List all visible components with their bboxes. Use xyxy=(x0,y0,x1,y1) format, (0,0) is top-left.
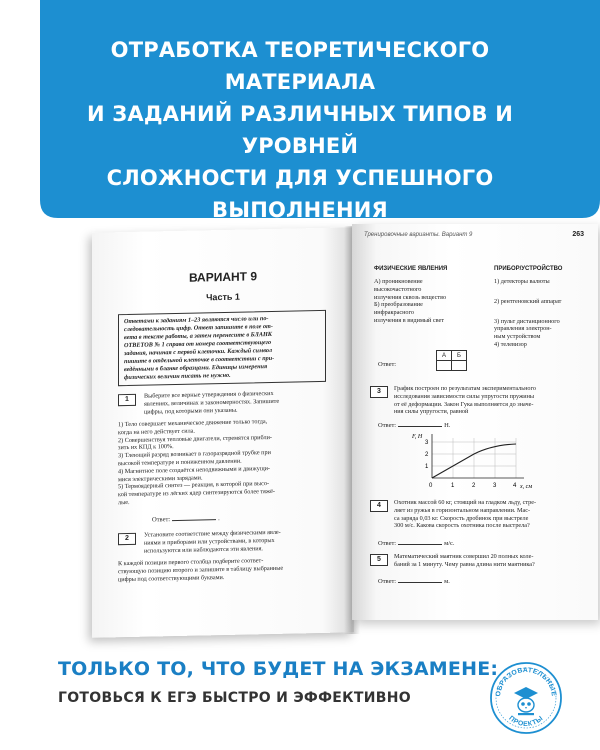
part-label: Часть 1 xyxy=(206,291,240,303)
device-line: 4) телевизор xyxy=(494,340,527,348)
question-4-number: 4 xyxy=(370,500,388,512)
question-1-options xyxy=(118,417,320,507)
answer-line[interactable] xyxy=(398,426,442,427)
q5-line: баний за 1 минуту. Чему равна длина нити маятника? xyxy=(394,560,535,568)
q1-option-line: 4) Магнитное поле создаётся неподвижными и движущи- xyxy=(118,464,270,475)
q3-line: от её деформации. Закон Гука выполняется до значе- xyxy=(394,400,534,408)
q1-option-line: высокой температуре и пониженном давлении. xyxy=(118,457,242,468)
phenomenon-line: инфракрасного xyxy=(374,309,414,317)
q4-line: Охотник массой 60 кг, стоящий на гладком льду, стре- xyxy=(394,499,537,506)
top-banner xyxy=(0,0,600,232)
x-axis-label: x, см xyxy=(520,484,533,490)
phenomenon-line: Б) преобразование xyxy=(374,301,423,309)
answer-line[interactable] xyxy=(172,519,216,521)
q1-option-line: лые. xyxy=(118,498,130,507)
q3-line: исследования зависимости силы упругости пружины xyxy=(394,392,535,400)
question-4-text xyxy=(394,499,584,530)
question-5-text xyxy=(394,553,584,569)
question-1-number: 1 xyxy=(118,394,136,406)
instruction-line: физических величин писать не нужно. xyxy=(124,371,231,382)
q1-line: Выберите все верные утверждения о физических xyxy=(144,389,274,400)
table-letter-a: А xyxy=(437,351,452,361)
q1-option-line: 5) Термоядерный синтез — реакция, в которой при высо- xyxy=(118,480,270,491)
device-line: управления электрон- xyxy=(494,325,552,333)
q4-line: ляет из ружья в горизонтальном направлении. Мас- xyxy=(394,506,531,514)
question-4-answer xyxy=(378,540,455,547)
q3-line: График построен по результатам экспериментального xyxy=(394,385,536,392)
q1-option-line: кой температуре из лёгких ядер синтезируются более тяжё- xyxy=(118,488,275,499)
question-3-text xyxy=(394,385,584,416)
device-line: ным устройством xyxy=(494,333,541,341)
q1-option-line: мися электрическими зарядами. xyxy=(118,474,203,483)
q2-extra-line: цифры под соответствующими буквами. xyxy=(118,573,225,583)
column-head-devices: ПРИБОР/УСТРОЙСТВО xyxy=(494,266,563,272)
phenomenon-line: высокочастотного xyxy=(374,285,422,293)
instruction-box xyxy=(118,310,326,386)
answer-unit: м. xyxy=(444,578,450,585)
x-tick: 0 xyxy=(429,483,433,489)
question-3-answer xyxy=(378,422,450,429)
answer-label: Ответ: xyxy=(152,516,171,524)
question-3-number: 3 xyxy=(370,386,388,398)
column-head-phenomena: ФИЗИЧЕСКИЕ ЯВЛЕНИЯ xyxy=(374,266,448,272)
q4-line: са заряда 0,03 кг. Скорость дробинок при выстреле xyxy=(394,514,529,522)
owl-graduate-icon xyxy=(514,687,538,715)
phenomenon-line: А) проникновение xyxy=(374,278,423,285)
q2-extra-line: К каждой позиции первого столбца подберите соответ- xyxy=(118,557,264,568)
phenomenon-line: излучения сквозь вещество xyxy=(374,293,447,301)
answer-unit: Н. xyxy=(444,422,451,429)
answer-label: Ответ: xyxy=(378,578,397,585)
device-line: 2) рентгеновский аппарат xyxy=(494,297,562,305)
answer-cell-b[interactable] xyxy=(452,361,467,371)
stamp-text-bottom: ПРОЕКТЫ xyxy=(507,714,545,729)
stamp-text-top: ОБРАЗОВАТЕЛЬНЫЕ xyxy=(494,666,558,697)
question-2-extra xyxy=(118,556,320,584)
q2-extra-line: ствующую позицию второго и запишите в таблицу выбранные xyxy=(118,564,284,575)
instruction-line: задания, начиная с первой клеточки. Каждый символ xyxy=(124,346,273,358)
q1-option-line: 3) Тлеющий разряд возникает в газоразрядной трубке при xyxy=(118,449,271,460)
y-tick: 3 xyxy=(425,440,429,446)
question-1-answer: Ответ: . xyxy=(152,515,220,524)
force-deformation-graph xyxy=(408,432,538,492)
question-2-number: 2 xyxy=(118,533,136,545)
q1-option-line: 1) Тело совершает механическое движение только тогда, xyxy=(118,418,268,429)
answer-cell-a[interactable] xyxy=(437,361,452,371)
q1-line: явлениях, величинах и закономерностях. Запишите xyxy=(144,397,280,408)
device-line: 1) детекторы валюты xyxy=(494,278,550,285)
open-book xyxy=(80,222,600,652)
headline-line-1: ОТРАБОТКА ТЕОРЕТИЧЕСКОГО МАТЕРИАЛА xyxy=(110,38,490,94)
instruction-line: пишите в отдельной клеточке в соответствии с при- xyxy=(124,354,275,366)
question-1-text xyxy=(144,389,320,416)
question-5-number: 5 xyxy=(370,554,388,566)
graph-grid xyxy=(432,438,516,478)
x-tick: 3 xyxy=(493,483,497,489)
q2-line: Установите соответствие между физическими явле- xyxy=(144,528,281,539)
running-head: Тренировочные варианты. Вариант 9 xyxy=(364,232,473,238)
page-number: 263 xyxy=(572,231,584,238)
left-page xyxy=(92,227,354,637)
publisher-stamp xyxy=(488,660,564,736)
answer-label: Ответ: xyxy=(378,540,397,547)
q2-line: используются или наблюдаются эти явления. xyxy=(144,544,263,555)
question-2-answer-label: Ответ: xyxy=(378,361,397,368)
right-page xyxy=(352,224,598,620)
q1-option-line: зить их КПД к 100%. xyxy=(118,443,174,452)
devices-list xyxy=(494,278,594,349)
q1-line: цифры, под которыми они указаны. xyxy=(144,406,238,416)
q1-option-line: когда на него действует сила. xyxy=(118,427,195,436)
slogan-line-1: ТОЛЬКО ТО, ЧТО БУДЕТ НА ЭКЗАМЕНЕ: xyxy=(58,658,499,680)
slogan-line-2: ГОТОВЬСЯ К ЕГЭ БЫСТРО И ЭФФЕКТИВНО xyxy=(58,690,411,706)
question-5-answer xyxy=(378,578,450,585)
y-tick: 2 xyxy=(425,452,429,458)
instruction-line: ведёнными в бланке образцами. Единицы измерения xyxy=(124,363,268,374)
answer-table xyxy=(436,350,467,371)
headline-line-2: И ЗАДАНИЙ РАЗЛИЧНЫХ ТИПОВ И УРОВНЕЙ xyxy=(86,102,514,158)
x-tick: 2 xyxy=(472,483,476,489)
phenomena-list xyxy=(374,278,486,325)
x-tick: 4 xyxy=(513,483,517,489)
headline-line-3: СЛОЖНОСТИ ДЛЯ УСПЕШНОГО ВЫПОЛНЕНИЯ xyxy=(106,166,494,222)
answer-label: Ответ: xyxy=(378,422,397,429)
q1-option-line: 2) Совершенствуя тепловые двигатели, стремятся прибли- xyxy=(118,433,272,444)
table-letter-b: Б xyxy=(452,351,467,361)
instruction-line: вета в тексте работы, а затем перенесите в БЛАНК xyxy=(124,330,272,342)
instruction-line: Ответами к заданиям 1–23 являются число или по- xyxy=(124,315,269,326)
y-tick: 1 xyxy=(425,464,429,470)
phenomenon-line: излучения в видимый свет xyxy=(374,316,444,324)
answer-line[interactable] xyxy=(398,544,442,545)
q5-line: Математический маятник совершил 20 полных коле- xyxy=(394,553,534,560)
instruction-line: ОТВЕТОВ № 1 справа от номера соответствующего xyxy=(124,338,272,350)
q2-line: ниями и приборами или устройствами, в которых xyxy=(144,536,275,547)
device-line: 3) пульт дистанционного xyxy=(494,317,560,325)
q4-line: 300 м/с. Какова скорость охотника после выстрела? xyxy=(394,522,530,530)
instruction-line: следовательность цифр. Ответ запишите в поле от- xyxy=(124,322,273,334)
answer-unit: м/с. xyxy=(444,540,455,547)
variant-title: ВАРИАНТ 9 xyxy=(188,269,258,285)
question-2-text xyxy=(144,528,320,555)
y-axis-label: F, Н xyxy=(412,434,423,440)
q3-line: ния силы упругости, равной xyxy=(394,408,469,416)
answer-line[interactable] xyxy=(398,582,442,583)
x-tick: 1 xyxy=(451,483,455,489)
